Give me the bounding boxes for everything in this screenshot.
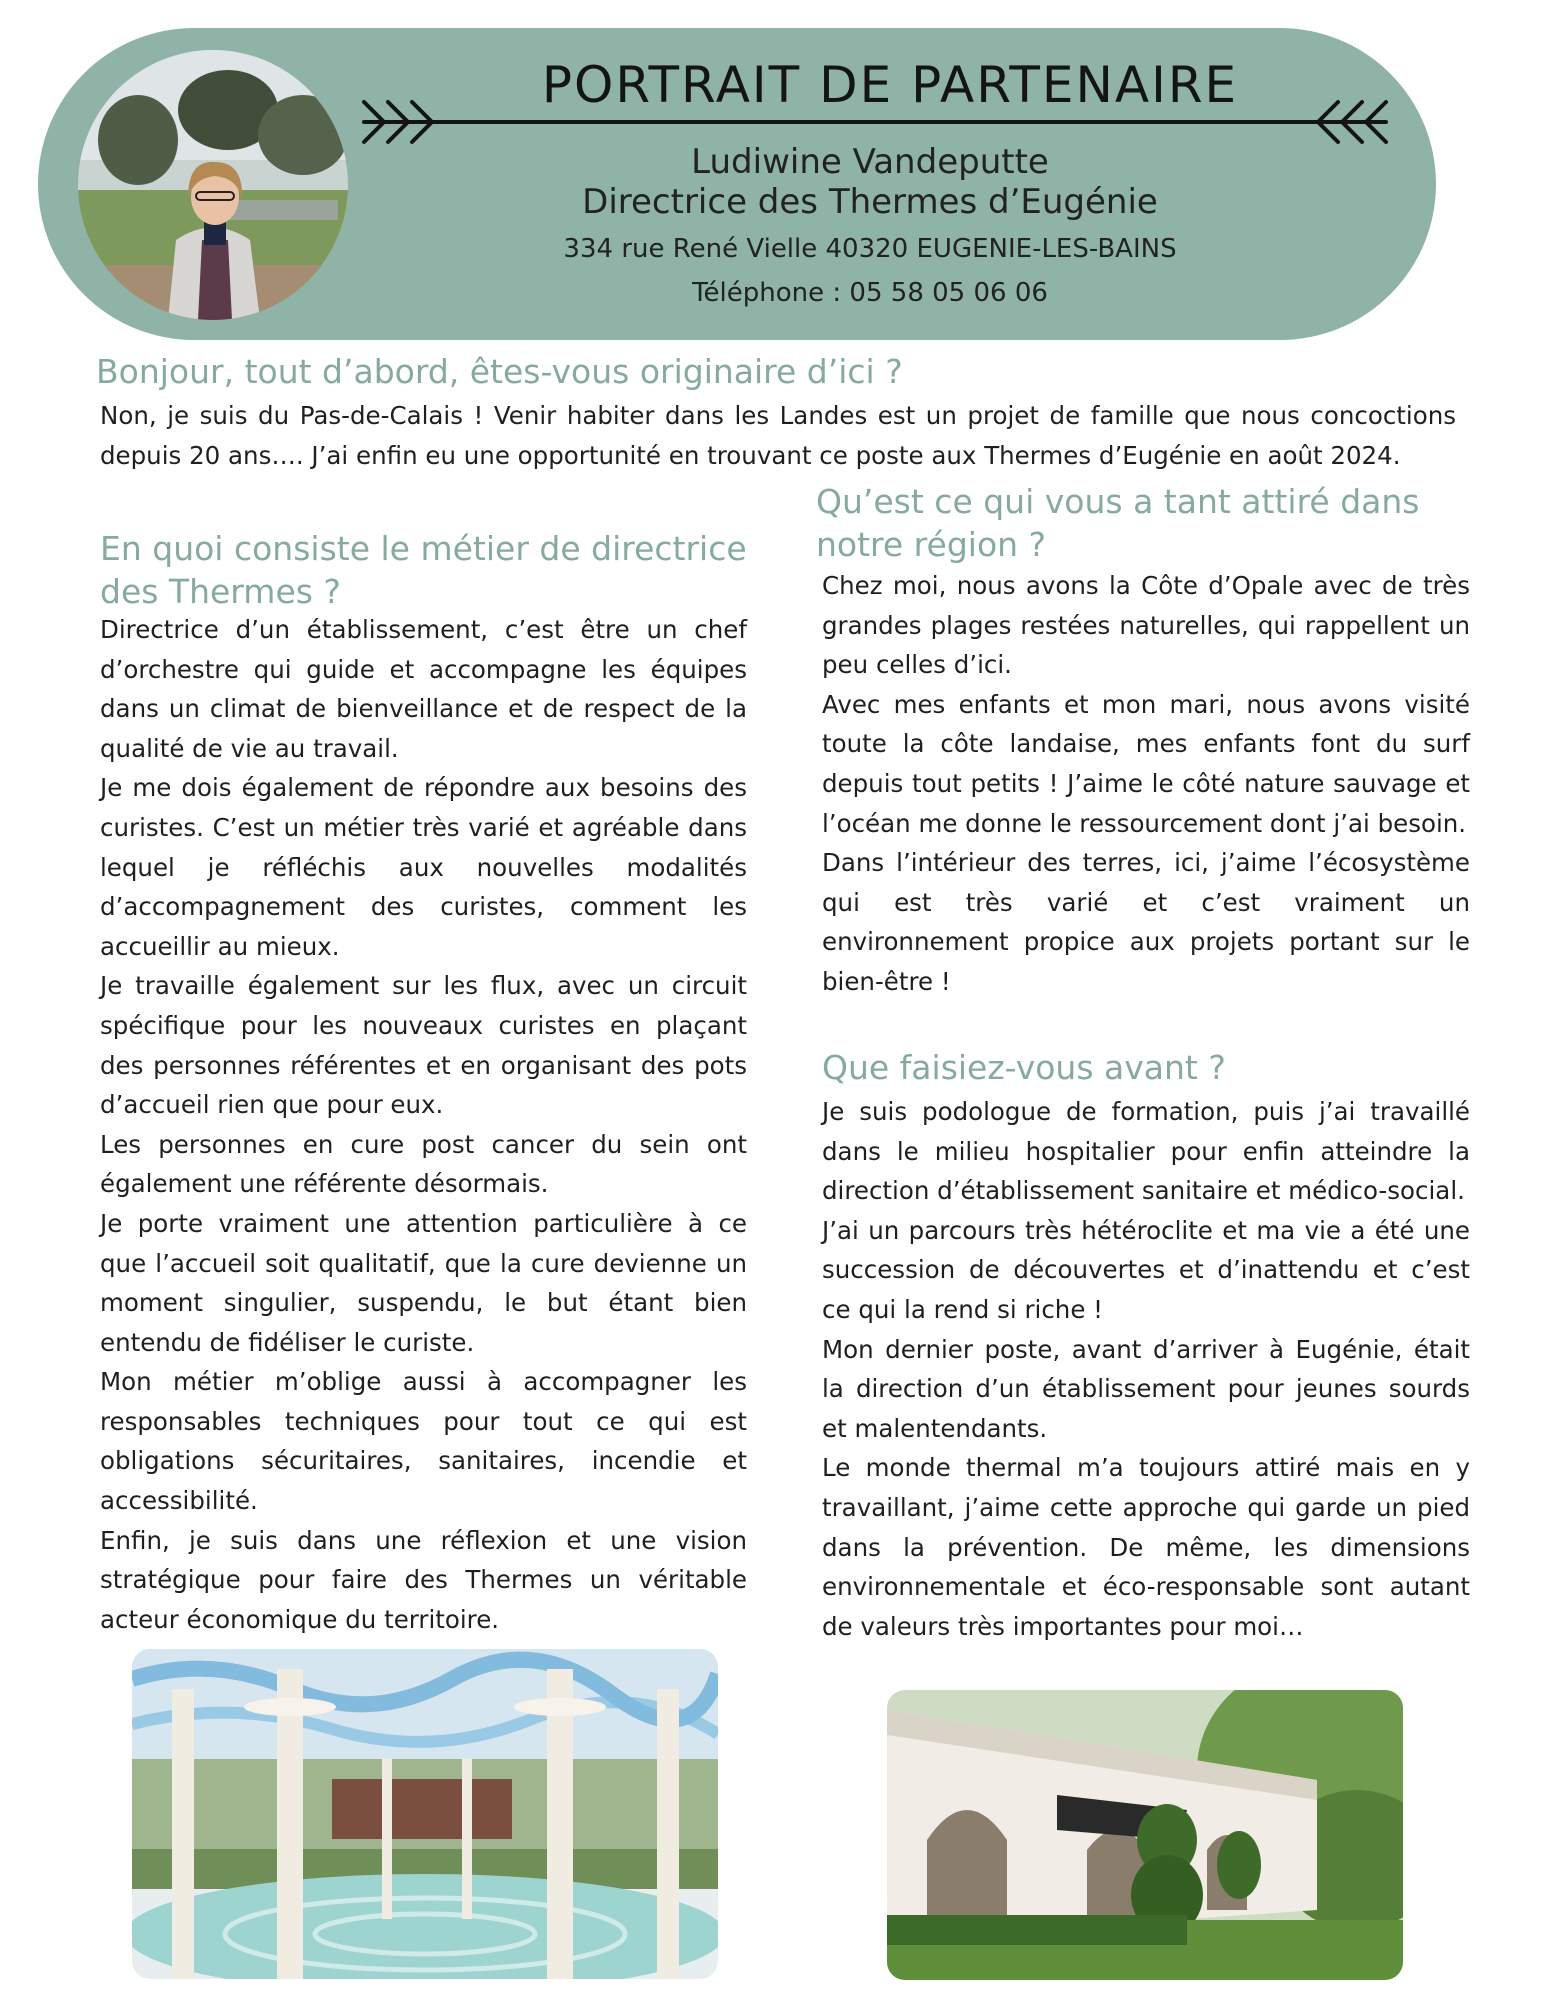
- answer-job-paragraph: Directrice d’un établissement, c’est être un chef d’orchestre qui guide et accompagne les équipes dans un climat de bienveillance et de respect de la qualité de vie au travail.: [100, 615, 747, 763]
- answer-region: [822, 566, 1470, 1002]
- answer-region-paragraph: Avec mes enfants et mon mari, nous avons visité toute la côte landaise, mes enfants font du surf depuis tout petits ! J’aime le côté nature sauvage et l’océan me donne le ressourcement dont j’ai besoin.: [822, 689, 1470, 838]
- thermes-building-photo: [887, 1690, 1403, 1980]
- answer-region-paragraph: Chez moi, nous avons la Côte d’Opale avec de très grandes plages restées naturelles, qui rappellent un peu celles d’ici.: [822, 571, 1470, 680]
- answer-job-paragraph: Je me dois également de répondre aux besoins des curistes. C’est un métier très varié et agréable dans lequel je réfléchis aux nouvelles modalités d’accompagnement des curistes, comment les accueillir au mieux.: [100, 773, 747, 961]
- answer-job-paragraph: Enfin, je suis dans une réflexion et une vision stratégique pour faire des Thermes un véritable acteur économique du territoire.: [100, 1525, 747, 1634]
- thermal-pool-photo: [132, 1649, 718, 1979]
- question-region: Qu’est ce qui vous a tant attiré dans notre région ?: [816, 482, 1420, 564]
- answer-job-paragraph: Je porte vraiment une attention particulière à ce que l’accueil soit qualitatif, que la cure devienne un moment singulier, suspendu, le but étant bien entendu de fidéliser le curiste.: [100, 1208, 747, 1357]
- question-origin: Bonjour, tout d’abord, êtes-vous originaire d’ici ?: [96, 352, 903, 391]
- answer-origin: [100, 396, 1456, 475]
- partner-address: 334 rue René Vielle 40320 EUGENIE-LES-BAINS: [563, 234, 1177, 264]
- partner-portrait-photo: [78, 50, 348, 320]
- answer-before: [822, 1092, 1470, 1646]
- answer-before-paragraph: Mon dernier poste, avant d’arriver à Eugénie, était la direction d’un établissement pour jeunes sourds et malentendants.: [822, 1334, 1470, 1443]
- partner-name: Ludiwine Vandeputte: [691, 142, 1049, 182]
- answer-before-paragraph: Je suis podologue de formation, puis j’ai travaillé dans le milieu hospitalier pour enfin atteindre la direction d’établissement sanitaire et médico-social.: [822, 1097, 1470, 1206]
- question-job: En quoi consiste le métier de directrice des Thermes ?: [100, 529, 747, 611]
- answer-job: [100, 610, 747, 1639]
- answer-region-paragraph: Dans l’intérieur des terres, ici, j’aime l’écosystème qui est très varié et c’est vraiment un environnement propice aux projets portant sur le bien-être !: [822, 848, 1470, 996]
- answer-job-paragraph: Les personnes en cure post cancer du sein ont également une référente désormais.: [100, 1129, 747, 1199]
- page-title: PORTRAIT DE PARTENAIRE: [541, 56, 1239, 114]
- question-before: Que faisiez-vous avant ?: [822, 1048, 1226, 1087]
- partner-role: Directrice des Thermes d’Eugénie: [582, 182, 1158, 222]
- answer-job-paragraph: Mon métier m’oblige aussi à accompagner les responsables techniques pour tout ce qui est obligations sécuritaires, sanitaires, incendie et accessibilité.: [100, 1367, 747, 1516]
- arrow-divider-icon: [360, 96, 1390, 148]
- answer-origin-text: Non, je suis du Pas-de-Calais ! Venir habiter dans les Landes est un projet de famille que nous concoctions depuis 20 ans…. J’ai enfin eu une opportunité en trouvant ce poste aux Thermes d’Eugénie en août 2024.: [100, 401, 1456, 470]
- answer-before-paragraph: J’ai un parcours très hétéroclite et ma vie a été une succession de découvertes et d’inattendu et c’est ce qui la rend si riche !: [822, 1215, 1470, 1324]
- answer-job-paragraph: Je travaille également sur les flux, avec un circuit spécifique pour les nouveaux curistes en plaçant des personnes référentes et en organisant des pots d’accueil rien que pour eux.: [100, 971, 747, 1120]
- answer-before-paragraph: Le monde thermal m’a toujours attiré mais en y travaillant, j’aime cette approche qui garde un pied dans la prévention. De même, les dimensions environnementale et éco-responsable sont autant de valeurs très importantes pour moi…: [822, 1453, 1470, 1641]
- partner-phone: Téléphone : 05 58 05 06 06: [692, 278, 1048, 308]
